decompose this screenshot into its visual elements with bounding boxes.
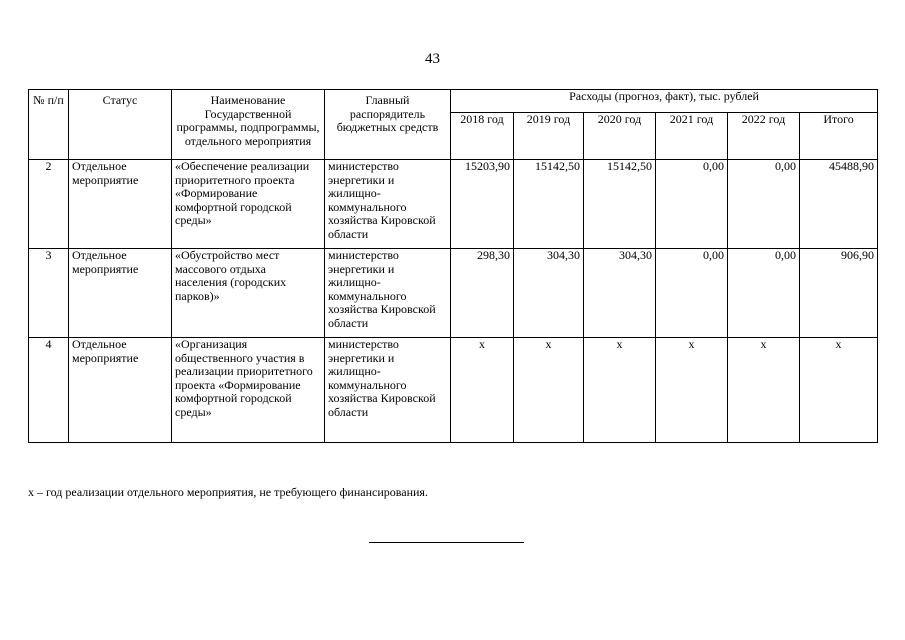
row-value-2019: 15142,50 — [514, 160, 584, 249]
row-value-2021: x — [656, 338, 728, 443]
row-value-2021: 0,00 — [656, 160, 728, 249]
table-row — [29, 338, 878, 443]
header-manager: Главный распорядитель бюджетных средств — [325, 90, 451, 160]
header-year: 2021 год — [656, 113, 728, 160]
row-name: «Организация общественного участия в реализации приоритетного проекта «Формирование комфортной городской среды» — [172, 338, 325, 443]
row-manager: министерство энергетики и жилищно-коммунального хозяйства Кировской области — [325, 338, 451, 443]
row-manager: министерство энергетики и жилищно-коммунального хозяйства Кировской области — [325, 160, 451, 249]
header-total: Итого — [800, 113, 878, 160]
row-num: 2 — [29, 160, 69, 249]
row-name: «Обеспечение реализации приоритетного проекта «Формирование комфортной городской среды» — [172, 160, 325, 249]
header-year: 2019 год — [514, 113, 584, 160]
row-value-2021: 0,00 — [656, 249, 728, 338]
row-value-2019: 304,30 — [514, 249, 584, 338]
row-value-2018: 15203,90 — [451, 160, 514, 249]
header-name: Наименование Государственной программы, подпрограммы, отдельного мероприятия — [172, 90, 325, 160]
closing-divider-line — [369, 542, 524, 543]
header-expenses: Расходы (прогноз, факт), тыс. рублей — [451, 90, 878, 113]
table-row — [29, 160, 878, 249]
row-status: Отдельное мероприятие — [69, 338, 172, 443]
page-number: 43 — [425, 51, 440, 67]
row-value-2020: 15142,50 — [584, 160, 656, 249]
row-name: «Обустройство мест массового отдыха населения (городских парков)» — [172, 249, 325, 338]
row-value-total: x — [800, 338, 878, 443]
table-row — [29, 249, 878, 338]
row-value-total: 906,90 — [800, 249, 878, 338]
row-num: 3 — [29, 249, 69, 338]
header-status: Статус — [69, 90, 172, 160]
footnote: x – год реализации отдельного мероприятия, не требующего финансирования. — [28, 485, 428, 499]
row-status: Отдельное мероприятие — [69, 249, 172, 338]
row-value-2020: 304,30 — [584, 249, 656, 338]
row-value-total: 45488,90 — [800, 160, 878, 249]
row-value-2022: 0,00 — [728, 249, 800, 338]
header-num: № п/п — [29, 90, 69, 160]
row-manager: министерство энергетики и жилищно-коммунального хозяйства Кировской области — [325, 249, 451, 338]
row-value-2020: x — [584, 338, 656, 443]
row-value-2019: x — [514, 338, 584, 443]
header-year: 2020 год — [584, 113, 656, 160]
row-value-2022: 0,00 — [728, 160, 800, 249]
header-year: 2018 год — [451, 113, 514, 160]
header-year: 2022 год — [728, 113, 800, 160]
row-value-2022: x — [728, 338, 800, 443]
row-value-2018: x — [451, 338, 514, 443]
row-num: 4 — [29, 338, 69, 443]
row-status: Отдельное мероприятие — [69, 160, 172, 249]
header-row — [29, 90, 878, 113]
budget-table — [28, 89, 878, 443]
row-value-2018: 298,30 — [451, 249, 514, 338]
